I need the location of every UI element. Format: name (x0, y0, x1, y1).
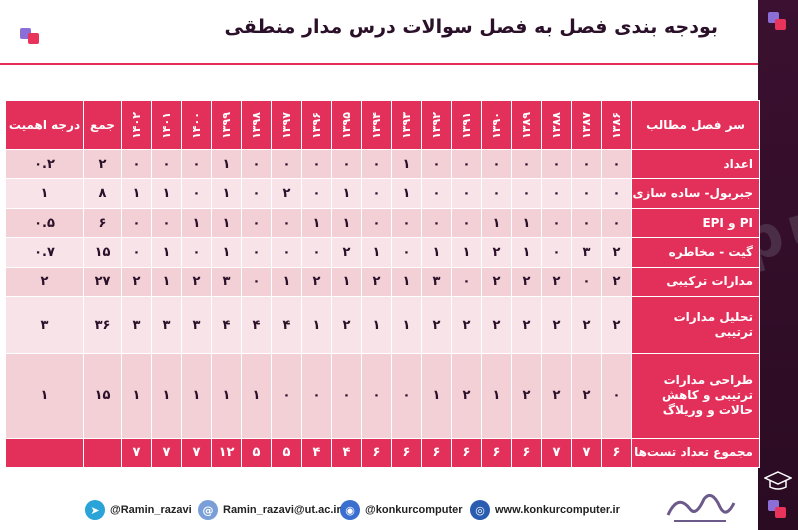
header-topic: سر فصل مطالب (632, 101, 760, 150)
row-sum: ۸ (84, 179, 122, 208)
table-cell: ۱ (182, 354, 212, 439)
total-cell: ۴ (332, 438, 362, 467)
table-cell: ۱ (212, 354, 242, 439)
total-cell: ۴ (302, 438, 332, 467)
table-cell: ۰ (542, 150, 572, 179)
table-cell: ۱ (332, 179, 362, 208)
blank-importance (6, 438, 84, 467)
table-cell: ۴ (272, 297, 302, 354)
table-cell: ۲ (332, 238, 362, 267)
row-sum: ۲ (84, 150, 122, 179)
table-cell: ۲ (602, 267, 632, 296)
row-topic: جبربول- ساده سازی (632, 179, 760, 208)
table-cell: ۰ (452, 179, 482, 208)
footer-instagram[interactable]: ◉ @konkurcomputer (340, 500, 463, 520)
table-cell: ۱ (452, 238, 482, 267)
total-cell: ۶ (602, 438, 632, 467)
table-cell: ۰ (272, 238, 302, 267)
table-cell: ۱ (152, 179, 182, 208)
table-cell: ۰ (152, 208, 182, 237)
table-cell: ۱ (272, 267, 302, 296)
row-importance: ۳ (6, 297, 84, 354)
table-cell: ۰ (452, 208, 482, 237)
table-cell: ۲ (122, 267, 152, 296)
header-year: ۱۳۹۸ (242, 101, 272, 150)
header-year: ۱۴۰۰ (182, 101, 212, 150)
table-cell: ۲ (332, 297, 362, 354)
table-cell: ۰ (572, 179, 602, 208)
table-cell: ۲ (602, 297, 632, 354)
table-cell: ۰ (482, 150, 512, 179)
header-year: ۱۳۹۷ (272, 101, 302, 150)
total-cell: ۵ (242, 438, 272, 467)
row-topic: گیت - مخاطره (632, 238, 760, 267)
table-cell: ۱ (212, 179, 242, 208)
header-year: ۱۳۸۸ (542, 101, 572, 150)
table-cell: ۳ (212, 267, 242, 296)
table-cell: ۰ (602, 354, 632, 439)
row-sum: ۲۷ (84, 267, 122, 296)
table-cell: ۴ (212, 297, 242, 354)
right-sidebar (758, 0, 798, 530)
header-year: ۱۳۹۴ (362, 101, 392, 150)
table-cell: ۲ (512, 354, 542, 439)
table-cell: ۰ (242, 238, 272, 267)
table-cell: ۱ (392, 267, 422, 296)
table-cell: ۱ (182, 208, 212, 237)
table-cell: ۰ (572, 267, 602, 296)
table-cell: ۰ (302, 238, 332, 267)
table-cell: ۰ (572, 150, 602, 179)
table-cell: ۲ (542, 354, 572, 439)
table-cell: ۲ (482, 238, 512, 267)
header-year: ۱۳۸۹ (512, 101, 542, 150)
table-cell: ۱ (242, 354, 272, 439)
total-cell: ۷ (182, 438, 212, 467)
decor-squares-icon (768, 12, 788, 32)
table-cell: ۲ (272, 179, 302, 208)
footer-email[interactable]: @ Ramin_razavi@ut.ac.ir (198, 500, 341, 520)
total-cell: ۷ (152, 438, 182, 467)
table-cell: ۱ (152, 238, 182, 267)
table-cell: ۱ (392, 179, 422, 208)
table-row (6, 208, 760, 237)
email-icon: @ (198, 500, 218, 520)
table-cell: ۰ (182, 238, 212, 267)
table-row (6, 297, 760, 354)
table-row (6, 267, 760, 296)
header-year: ۱۳۹۵ (332, 101, 362, 150)
table-cell: ۰ (392, 354, 422, 439)
total-cell: ۵ (272, 438, 302, 467)
table-cell: ۱ (152, 267, 182, 296)
table-cell: ۰ (272, 354, 302, 439)
table-row (6, 179, 760, 208)
header-sum: جمع (84, 101, 122, 150)
table-cell: ۰ (242, 267, 272, 296)
table-cell: ۱ (362, 238, 392, 267)
table-cell: ۱ (392, 297, 422, 354)
table-cell: ۱ (422, 238, 452, 267)
table-cell: ۲ (482, 267, 512, 296)
row-topic: مدارات ترکیبی (632, 267, 760, 296)
globe-icon: ◎ (470, 500, 490, 520)
instagram-icon: ◉ (340, 500, 360, 520)
table-cell: ۱ (512, 208, 542, 237)
table-header-row (6, 101, 760, 150)
header-year: ۱۳۹۰ (482, 101, 512, 150)
table-cell: ۰ (542, 238, 572, 267)
row-topic: PI و EPI (632, 208, 760, 237)
table-cell: ۰ (242, 208, 272, 237)
row-importance: ۰.۷ (6, 238, 84, 267)
table-cell: ۲ (452, 297, 482, 354)
budget-table (5, 100, 760, 468)
header-year: ۱۳۹۹ (212, 101, 242, 150)
table-cell: ۰ (272, 208, 302, 237)
table-cell: ۲ (482, 297, 512, 354)
table-cell: ۰ (362, 179, 392, 208)
table-cell: ۱ (482, 354, 512, 439)
table-cell: ۲ (572, 354, 602, 439)
table-cell: ۲ (542, 267, 572, 296)
total-cell: ۶ (482, 438, 512, 467)
brand-logo-icon (660, 485, 740, 527)
decor-squares-icon (20, 28, 42, 46)
table-cell: ۲ (602, 238, 632, 267)
table-cell: ۳ (422, 267, 452, 296)
table-cell: ۰ (542, 208, 572, 237)
table-cell: ۰ (362, 150, 392, 179)
table-cell: ۰ (302, 150, 332, 179)
table-cell: ۲ (452, 354, 482, 439)
table-cell: ۰ (602, 208, 632, 237)
table-cell: ۳ (152, 297, 182, 354)
row-importance: ۰.۵ (6, 208, 84, 237)
header-importance: درجه اهمیت (6, 101, 84, 150)
header-year: ۱۳۸۷ (572, 101, 602, 150)
table-cell: ۱ (302, 208, 332, 237)
total-cell: ۷ (572, 438, 602, 467)
total-cell: ۶ (362, 438, 392, 467)
table-cell: ۰ (572, 208, 602, 237)
table-cell: ۰ (182, 150, 212, 179)
title-bar (0, 0, 758, 62)
table-cell: ۰ (482, 179, 512, 208)
table-cell: ۴ (242, 297, 272, 354)
footer (0, 492, 758, 526)
table-cell: ۰ (422, 208, 452, 237)
table-cell: ۰ (242, 150, 272, 179)
total-cell: ۶ (392, 438, 422, 467)
table-cell: ۱ (212, 208, 242, 237)
row-sum: ۱۵ (84, 238, 122, 267)
table-cell: ۰ (302, 354, 332, 439)
table-cell: ۲ (512, 297, 542, 354)
total-cell: ۶ (422, 438, 452, 467)
table-cell: ۰ (362, 354, 392, 439)
table-cell: ۲ (542, 297, 572, 354)
row-importance: ۱ (6, 354, 84, 439)
table-cell: ۱ (212, 150, 242, 179)
table-cell: ۰ (272, 150, 302, 179)
table-cell: ۱ (332, 267, 362, 296)
table-cell: ۰ (362, 208, 392, 237)
total-cell: ۱۲ (212, 438, 242, 467)
table-cell: ۰ (332, 354, 362, 439)
header-year: ۱۳۹۲ (422, 101, 452, 150)
header-year: ۱۴۰۱ (152, 101, 182, 150)
row-importance: ۱ (6, 179, 84, 208)
table-cell: ۱ (122, 354, 152, 439)
table-cell: ۰ (332, 150, 362, 179)
row-sum: ۳۶ (84, 297, 122, 354)
table-cell: ۰ (122, 150, 152, 179)
table-cell: ۱ (332, 208, 362, 237)
total-cell: ۶ (512, 438, 542, 467)
table-cell: ۱ (212, 238, 242, 267)
graduation-cap-icon (764, 470, 792, 492)
table-cell: ۰ (542, 179, 572, 208)
header-year: ۱۳۹۳ (392, 101, 422, 150)
table-cell: ۲ (182, 267, 212, 296)
table-cell: ۱ (512, 238, 542, 267)
table-cell: ۲ (362, 267, 392, 296)
table-cell: ۰ (602, 179, 632, 208)
table-cell: ۰ (152, 150, 182, 179)
table-cell: ۲ (572, 297, 602, 354)
total-cell: ۷ (542, 438, 572, 467)
page-title: بودجه بندی فصل به فصل سوالات درس مدار منطقی (224, 16, 718, 38)
table-row (6, 150, 760, 179)
decor-squares-icon (768, 500, 788, 520)
table-cell: ۰ (512, 179, 542, 208)
title-underline (0, 63, 758, 65)
table-cell: ۱ (152, 354, 182, 439)
table-cell: ۰ (392, 208, 422, 237)
row-topic: تحلیل مدارات ترتیبی (632, 297, 760, 354)
row-topic: طراحی مدارات ترتیبی و کاهش حالات و وریلاگ (632, 354, 760, 439)
table-cell: ۰ (392, 238, 422, 267)
total-cell: ۶ (452, 438, 482, 467)
row-importance: ۰.۲ (6, 150, 84, 179)
row-sum: ۶ (84, 208, 122, 237)
table-cell: ۲ (302, 267, 332, 296)
table-cell: ۳ (182, 297, 212, 354)
table-row (6, 354, 760, 439)
row-topic: اعداد (632, 150, 760, 179)
table-cell: ۳ (572, 238, 602, 267)
table-cell: ۰ (452, 150, 482, 179)
table-cell: ۰ (302, 179, 332, 208)
table-cell: ۰ (452, 267, 482, 296)
table-cell: ۱ (392, 150, 422, 179)
table-cell: ۱ (422, 354, 452, 439)
row-sum: ۱۵ (84, 354, 122, 439)
table-cell: ۳ (122, 297, 152, 354)
table-cell: ۰ (122, 208, 152, 237)
table-cell: ۲ (422, 297, 452, 354)
table-cell: ۰ (512, 150, 542, 179)
table-cell: ۱ (302, 297, 332, 354)
table-cell: ۰ (242, 179, 272, 208)
table-row (6, 238, 760, 267)
telegram-icon: ➤ (85, 500, 105, 520)
header-year: ۱۳۹۱ (452, 101, 482, 150)
table-cell: ۰ (602, 150, 632, 179)
row-importance: ۲ (6, 267, 84, 296)
table-cell: ۰ (422, 179, 452, 208)
table-cell: ۱ (122, 179, 152, 208)
table-cell: ۰ (182, 179, 212, 208)
table-cell: ۰ (122, 238, 152, 267)
table-cell: ۰ (422, 150, 452, 179)
total-cell: ۷ (122, 438, 152, 467)
table-cell: ۱ (482, 208, 512, 237)
totals-label: مجموع تعداد تست‌ها (632, 438, 760, 467)
table-cell: ۱ (362, 297, 392, 354)
footer-website[interactable]: ◎ www.konkurcomputer.ir (470, 500, 620, 520)
header-year: ۱۳۸۶ (602, 101, 632, 150)
footer-telegram[interactable]: ➤ @Ramin_razavi (85, 500, 192, 520)
blank-sum (84, 438, 122, 467)
header-year: ۱۴۰۲ (122, 101, 152, 150)
table-cell: ۲ (512, 267, 542, 296)
header-year: ۱۳۹۶ (302, 101, 332, 150)
totals-row (6, 438, 760, 467)
